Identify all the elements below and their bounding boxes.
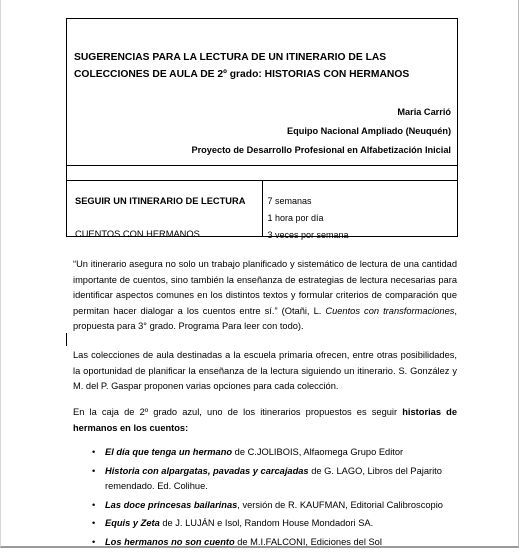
schedule-frequency: 3 veces por semana xyxy=(267,230,349,240)
quote-source-title: Cuentos con transformaciones xyxy=(325,305,455,316)
text-cursor xyxy=(66,333,67,346)
spacer-row xyxy=(67,166,458,181)
book-details: de M.I.FALCONI, Ediciones del Sol xyxy=(234,536,382,547)
author-name: Maria Carrió xyxy=(397,107,451,117)
team-name: Equipo Nacional Ampliado (Neuquén) xyxy=(286,126,451,136)
book-details: , versión de R. KAUFMAN, Editorial Calibroscopio xyxy=(237,499,443,510)
book-list xyxy=(92,445,460,554)
bullet-icon: • xyxy=(92,499,96,510)
bullet-icon: • xyxy=(92,518,96,529)
quote-paragraph xyxy=(73,257,457,335)
book-details: de G. LAGO, Libros del Pajarito remendado. Ed. Colihue. xyxy=(105,465,442,492)
book-title: Las doce princesas bailarinas xyxy=(105,499,238,510)
plan-title: SEGUIR UN ITINERARIO DE LECTURA xyxy=(75,196,246,206)
book-title: El día que tenga un hermano xyxy=(105,447,233,457)
heading-cell xyxy=(67,19,458,166)
header-table xyxy=(66,18,458,240)
list-item xyxy=(92,445,460,461)
itinerary-paragraph xyxy=(73,405,457,436)
collections-paragraph: Las colecciones de aula destinadas a la escuela primaria ofrecen, entre otras posibilidades, la oportunidad de planificar la enseñanza de la lectura siguiendo un itinerario. S. González y M. del P. Gaspar proponen varias opciones para cada colección. xyxy=(73,350,457,392)
bullet-icon: • xyxy=(92,465,96,476)
bullet-icon: • xyxy=(92,447,96,457)
list-item xyxy=(92,498,460,514)
itinerary-intro: En la caja de 2º grado azul, uno de los itinerarios propuestos es seguir xyxy=(73,407,403,417)
list-item xyxy=(92,535,460,551)
credits-block xyxy=(67,103,451,160)
project-name: Proyecto de Desarrollo Profesional en Alfabetización Inicial xyxy=(191,145,451,155)
list-item xyxy=(92,464,460,495)
quote-source-rest: , propuesta para 3° grado. Programa Para leer con todo). xyxy=(73,305,457,332)
plan-subtitle: CUENTOS CON HERMANOS xyxy=(75,229,200,239)
book-details: de J. LUJÁN e Isol, Random House Mondadori SA. xyxy=(159,518,374,529)
schedule-weeks: 7 semanas xyxy=(267,196,312,206)
bullet-icon: • xyxy=(92,536,96,547)
list-item xyxy=(92,516,460,532)
book-title: Los hermanos no son cuento xyxy=(105,536,235,547)
quote-text: “Un itinerario asegura no solo un trabajo planificado y sistemático de lectura de una cantidad importante de cuentos, sino también la enseñanza de estrategias de lectura necesarias para identificar aspectos comunes en los distintos textos y formular criterios de comparación que permitan hacer dialogar a los cuentos entre sí.” (Otañi, L. xyxy=(73,259,457,316)
plan-title-cell xyxy=(67,181,263,237)
document-title: SUGERENCIAS PARA LA LECTURA DE UN ITINERARIO DE LAS COLECCIONES DE AULA DE 2º grado: HISTORIAS CON HERMANOS xyxy=(74,52,410,80)
book-details: de C.JOLIBOIS, Alfaomega Grupo Editor xyxy=(232,447,404,457)
plan-schedule-cell xyxy=(262,181,458,240)
schedule-hours: 1 hora por día xyxy=(267,213,324,223)
book-title: Historia con alpargatas, pavadas y carcajadas xyxy=(105,465,309,476)
itinerary-topic: historias de hermanos en los cuentos: xyxy=(73,407,457,433)
book-title: Equis y Zeta xyxy=(105,518,160,529)
